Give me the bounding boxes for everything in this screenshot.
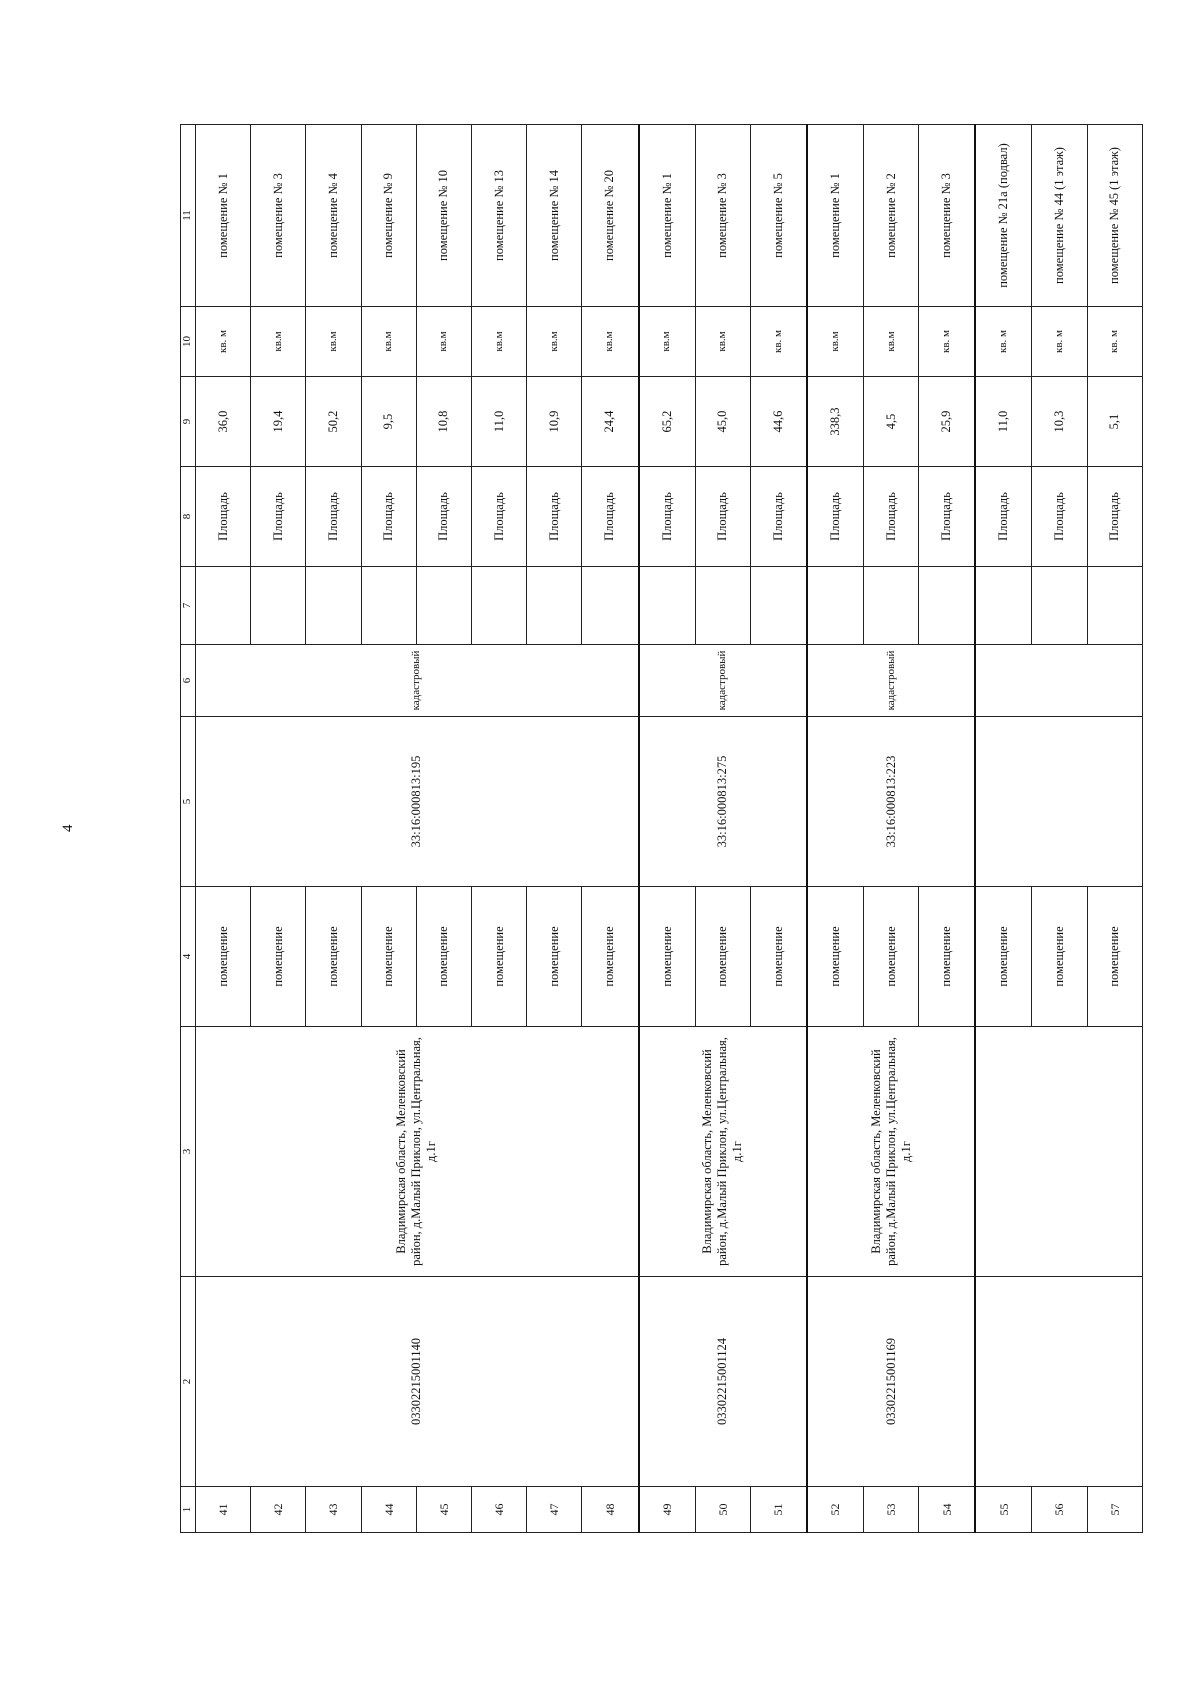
row-number-cell: 47 — [527, 1487, 582, 1533]
empty-cell — [196, 567, 251, 645]
parameter-cell: Площадь — [361, 467, 416, 567]
row-number-cell: 46 — [472, 1487, 527, 1533]
object-type-cell: помещение — [196, 887, 251, 1027]
value-cell: 45,0 — [695, 377, 750, 467]
parameter-cell: Площадь — [864, 467, 919, 567]
room-name-cell: помещение № 44 (1 этаж) — [1032, 125, 1087, 307]
cadastral-type-cell: кадастровый — [196, 645, 639, 717]
row-number-cell: 44 — [361, 1487, 416, 1533]
room-name-cell: помещение № 45 (1 этаж) — [1087, 125, 1142, 307]
parameter-cell: Площадь — [251, 467, 306, 567]
column-number-8: 8 — [181, 467, 196, 567]
empty-cell — [750, 567, 807, 645]
room-name-cell: помещение № 4 — [306, 125, 361, 307]
cadastral-type-cell — [975, 645, 1142, 717]
empty-cell — [527, 567, 582, 645]
object-type-cell: помещение — [750, 887, 807, 1027]
room-name-cell: помещение № 10 — [416, 125, 471, 307]
object-type-cell: помещение — [251, 887, 306, 1027]
column-number-11: 11 — [181, 125, 196, 307]
parameter-cell: Площадь — [975, 467, 1032, 567]
value-cell: 11,0 — [472, 377, 527, 467]
row-number-cell: 53 — [864, 1487, 919, 1533]
cadastral-number-cell: 33:16:000813:223 — [807, 717, 975, 887]
object-type-cell: помещение — [864, 887, 919, 1027]
room-name-cell: помещение № 1 — [639, 125, 696, 307]
row-number-cell: 50 — [695, 1487, 750, 1533]
cadastral-type-cell: кадастровый — [639, 645, 807, 717]
unit-cell: кв. м — [196, 307, 251, 377]
room-name-cell: помещение № 14 — [527, 125, 582, 307]
value-cell: 9,5 — [361, 377, 416, 467]
parameter-cell: Площадь — [582, 467, 639, 567]
empty-cell — [639, 567, 696, 645]
page-number: 4 — [60, 824, 76, 832]
value-cell: 11,0 — [975, 377, 1032, 467]
table-row — [639, 125, 696, 1533]
cadastral-type-cell: кадастровый — [807, 645, 975, 717]
empty-cell — [919, 567, 976, 645]
value-cell: 5,1 — [1087, 377, 1142, 467]
unit-cell: кв.м — [582, 307, 639, 377]
cadastral-number-cell: 33:16:000813:195 — [196, 717, 639, 887]
empty-cell — [975, 567, 1032, 645]
empty-cell — [864, 567, 919, 645]
value-cell: 19,4 — [251, 377, 306, 467]
column-number-row — [181, 125, 196, 1533]
room-name-cell: помещение № 3 — [251, 125, 306, 307]
row-number-cell: 56 — [1032, 1487, 1087, 1533]
row-number-cell: 45 — [416, 1487, 471, 1533]
value-cell: 25,9 — [919, 377, 976, 467]
empty-cell — [807, 567, 864, 645]
unit-cell: кв. м — [919, 307, 976, 377]
empty-cell — [361, 567, 416, 645]
empty-cell — [416, 567, 471, 645]
object-code-cell — [975, 1277, 1142, 1487]
value-cell: 4,5 — [864, 377, 919, 467]
room-name-cell: помещение № 21а (подвал) — [975, 125, 1032, 307]
parameter-cell: Площадь — [807, 467, 864, 567]
room-name-cell: помещение № 13 — [472, 125, 527, 307]
table-row — [196, 125, 251, 1533]
property-table-container — [180, 125, 1143, 1533]
column-number-6: 6 — [181, 645, 196, 717]
unit-cell: кв.м — [472, 307, 527, 377]
table-row — [807, 125, 864, 1533]
parameter-cell: Площадь — [527, 467, 582, 567]
row-number-cell: 51 — [750, 1487, 807, 1533]
unit-cell: кв.м — [527, 307, 582, 377]
parameter-cell: Площадь — [750, 467, 807, 567]
unit-cell: кв.м — [807, 307, 864, 377]
unit-cell: кв. м — [975, 307, 1032, 377]
parameter-cell: Площадь — [416, 467, 471, 567]
unit-cell: кв. м — [1087, 307, 1142, 377]
parameter-cell: Площадь — [639, 467, 696, 567]
column-number-10: 10 — [181, 307, 196, 377]
empty-cell — [1032, 567, 1087, 645]
empty-cell — [582, 567, 639, 645]
address-cell — [975, 1027, 1142, 1277]
room-name-cell: помещение № 9 — [361, 125, 416, 307]
unit-cell: кв.м — [361, 307, 416, 377]
room-name-cell: помещение № 20 — [582, 125, 639, 307]
empty-cell — [1087, 567, 1142, 645]
value-cell: 65,2 — [639, 377, 696, 467]
object-type-cell: помещение — [807, 887, 864, 1027]
column-number-1: 1 — [181, 1487, 196, 1533]
empty-cell — [251, 567, 306, 645]
empty-cell — [695, 567, 750, 645]
object-type-cell: помещение — [527, 887, 582, 1027]
unit-cell: кв. м — [1032, 307, 1087, 377]
row-number-cell: 52 — [807, 1487, 864, 1533]
empty-cell — [472, 567, 527, 645]
parameter-cell: Площадь — [919, 467, 976, 567]
row-number-cell: 42 — [251, 1487, 306, 1533]
unit-cell: кв.м — [251, 307, 306, 377]
parameter-cell: Площадь — [306, 467, 361, 567]
row-number-cell: 49 — [639, 1487, 696, 1533]
unit-cell: кв.м — [306, 307, 361, 377]
room-name-cell: помещение № 1 — [807, 125, 864, 307]
column-number-5: 5 — [181, 717, 196, 887]
object-code-cell: 03302215001124 — [639, 1277, 807, 1487]
address-cell: Владимирская область, Меленковский район, д.Малый Приклон, ул.Центральная, д.1г — [196, 1027, 639, 1277]
table-body — [196, 125, 1143, 1533]
room-name-cell: помещение № 3 — [695, 125, 750, 307]
object-type-cell: помещение — [639, 887, 696, 1027]
object-type-cell: помещение — [306, 887, 361, 1027]
unit-cell: кв.м — [639, 307, 696, 377]
unit-cell: кв. м — [750, 307, 807, 377]
unit-cell: кв.м — [695, 307, 750, 377]
column-number-4: 4 — [181, 887, 196, 1027]
value-cell: 10,9 — [527, 377, 582, 467]
parameter-cell: Площадь — [196, 467, 251, 567]
value-cell: 338,3 — [807, 377, 864, 467]
object-type-cell: помещение — [582, 887, 639, 1027]
room-name-cell: помещение № 1 — [196, 125, 251, 307]
value-cell: 36,0 — [196, 377, 251, 467]
unit-cell: кв.м — [864, 307, 919, 377]
row-number-cell: 48 — [582, 1487, 639, 1533]
parameter-cell: Площадь — [1032, 467, 1087, 567]
cadastral-number-cell: 33:16:000813:275 — [639, 717, 807, 887]
object-type-cell: помещение — [695, 887, 750, 1027]
object-type-cell: помещение — [416, 887, 471, 1027]
column-number-7: 7 — [181, 567, 196, 645]
column-number-3: 3 — [181, 1027, 196, 1277]
address-cell: Владимирская область, Меленковский район, д.Малый Приклон, ул.Центральная, д.1г — [639, 1027, 807, 1277]
row-number-cell: 43 — [306, 1487, 361, 1533]
value-cell: 10,8 — [416, 377, 471, 467]
column-number-2: 2 — [181, 1277, 196, 1487]
object-type-cell: помещение — [975, 887, 1032, 1027]
object-code-cell: 03302215001169 — [807, 1277, 975, 1487]
parameter-cell: Площадь — [695, 467, 750, 567]
room-name-cell: помещение № 2 — [864, 125, 919, 307]
cadastral-number-cell — [975, 717, 1142, 887]
row-number-cell: 57 — [1087, 1487, 1142, 1533]
row-number-cell: 41 — [196, 1487, 251, 1533]
unit-cell: кв.м — [416, 307, 471, 377]
object-code-cell: 03302215001140 — [196, 1277, 639, 1487]
table-row — [975, 125, 1032, 1533]
object-type-cell: помещение — [472, 887, 527, 1027]
object-type-cell: помещение — [1087, 887, 1142, 1027]
property-table — [180, 124, 1143, 1533]
parameter-cell: Площадь — [1087, 467, 1142, 567]
room-name-cell: помещение № 3 — [919, 125, 976, 307]
row-number-cell: 54 — [919, 1487, 976, 1533]
empty-cell — [306, 567, 361, 645]
object-type-cell: помещение — [1032, 887, 1087, 1027]
room-name-cell: помещение № 5 — [750, 125, 807, 307]
address-cell: Владимирская область, Меленковский район, д.Малый Приклон, ул.Центральная, д.1г — [807, 1027, 975, 1277]
value-cell: 44,6 — [750, 377, 807, 467]
value-cell: 10,3 — [1032, 377, 1087, 467]
parameter-cell: Площадь — [472, 467, 527, 567]
column-number-9: 9 — [181, 377, 196, 467]
object-type-cell: помещение — [919, 887, 976, 1027]
value-cell: 24,4 — [582, 377, 639, 467]
row-number-cell: 55 — [975, 1487, 1032, 1533]
value-cell: 50,2 — [306, 377, 361, 467]
object-type-cell: помещение — [361, 887, 416, 1027]
